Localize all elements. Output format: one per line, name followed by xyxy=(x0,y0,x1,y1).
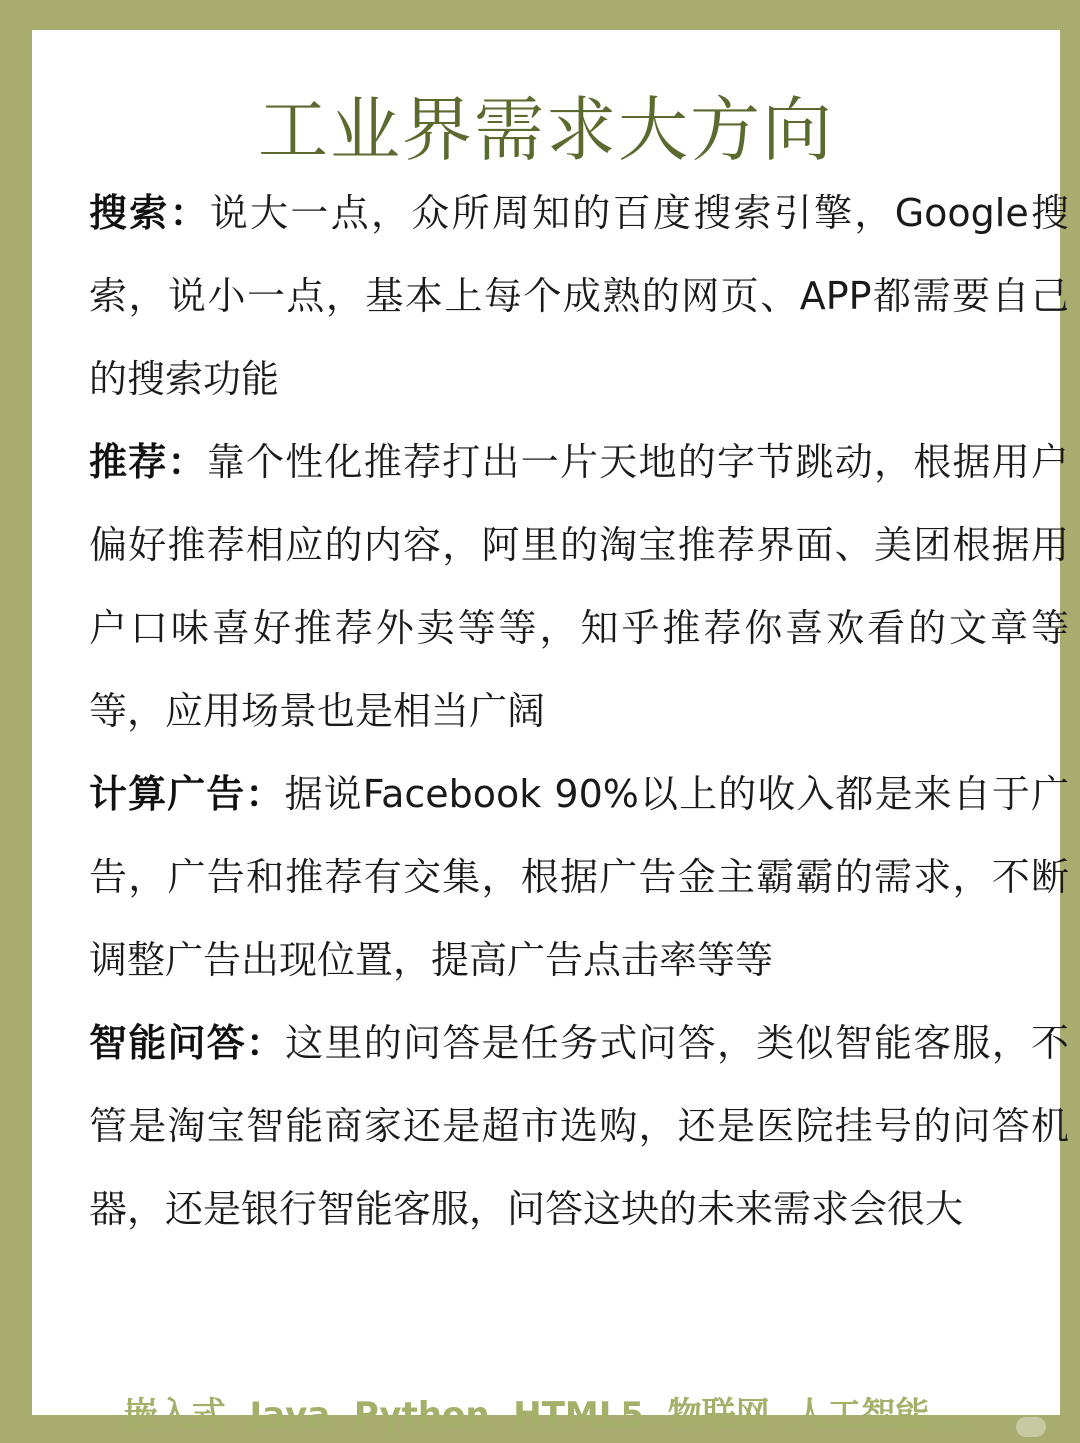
section-text-qa: 这里的问答是任务式问答，类似智能客服，不管是淘宝智能商家还是超市选购，还是医院挂号的问答机器，还是银行智能客服，问答这块的未来需求会很大 xyxy=(89,1021,1069,1231)
section-recommendation xyxy=(89,421,1069,753)
content-card xyxy=(32,30,1069,1435)
section-computational-advertising xyxy=(89,753,1069,1002)
content-body xyxy=(89,172,1069,1251)
watermark-icon xyxy=(1016,1417,1046,1437)
section-intelligent-qa xyxy=(89,1002,1069,1251)
section-label-advertising: 计算广告： xyxy=(89,772,285,816)
section-label-search: 搜索： xyxy=(89,191,210,235)
section-label-qa: 智能问答： xyxy=(89,1021,286,1065)
page-title: 工业界需求大方向 xyxy=(258,89,834,171)
section-text-search: 说大一点，众所周知的百度搜索引擎，Google搜索，说小一点，基本上每个成熟的网页、APP都需要自己的搜索功能 xyxy=(89,191,1069,401)
section-text-advertising: 据说Facebook 90%以上的收入都是来自于广告，广告和推荐有交集，根据广告金主霸霸的需求，不断调整广告出现位置，提高广告点击率等等 xyxy=(89,772,1069,982)
footer-tags: 嵌入式 Java Python HTML5 物联网 人工智能... xyxy=(123,1395,969,1435)
section-search xyxy=(89,172,1069,421)
section-label-recommendation: 推荐： xyxy=(89,440,207,484)
section-text-recommendation: 靠个性化推荐打出一片天地的字节跳动，根据用户偏好推荐相应的内容，阿里的淘宝推荐界面、美团根据用户口味喜好推荐外卖等等，知乎推荐你喜欢看的文章等等，应用场景也是相当广阔 xyxy=(89,440,1069,733)
